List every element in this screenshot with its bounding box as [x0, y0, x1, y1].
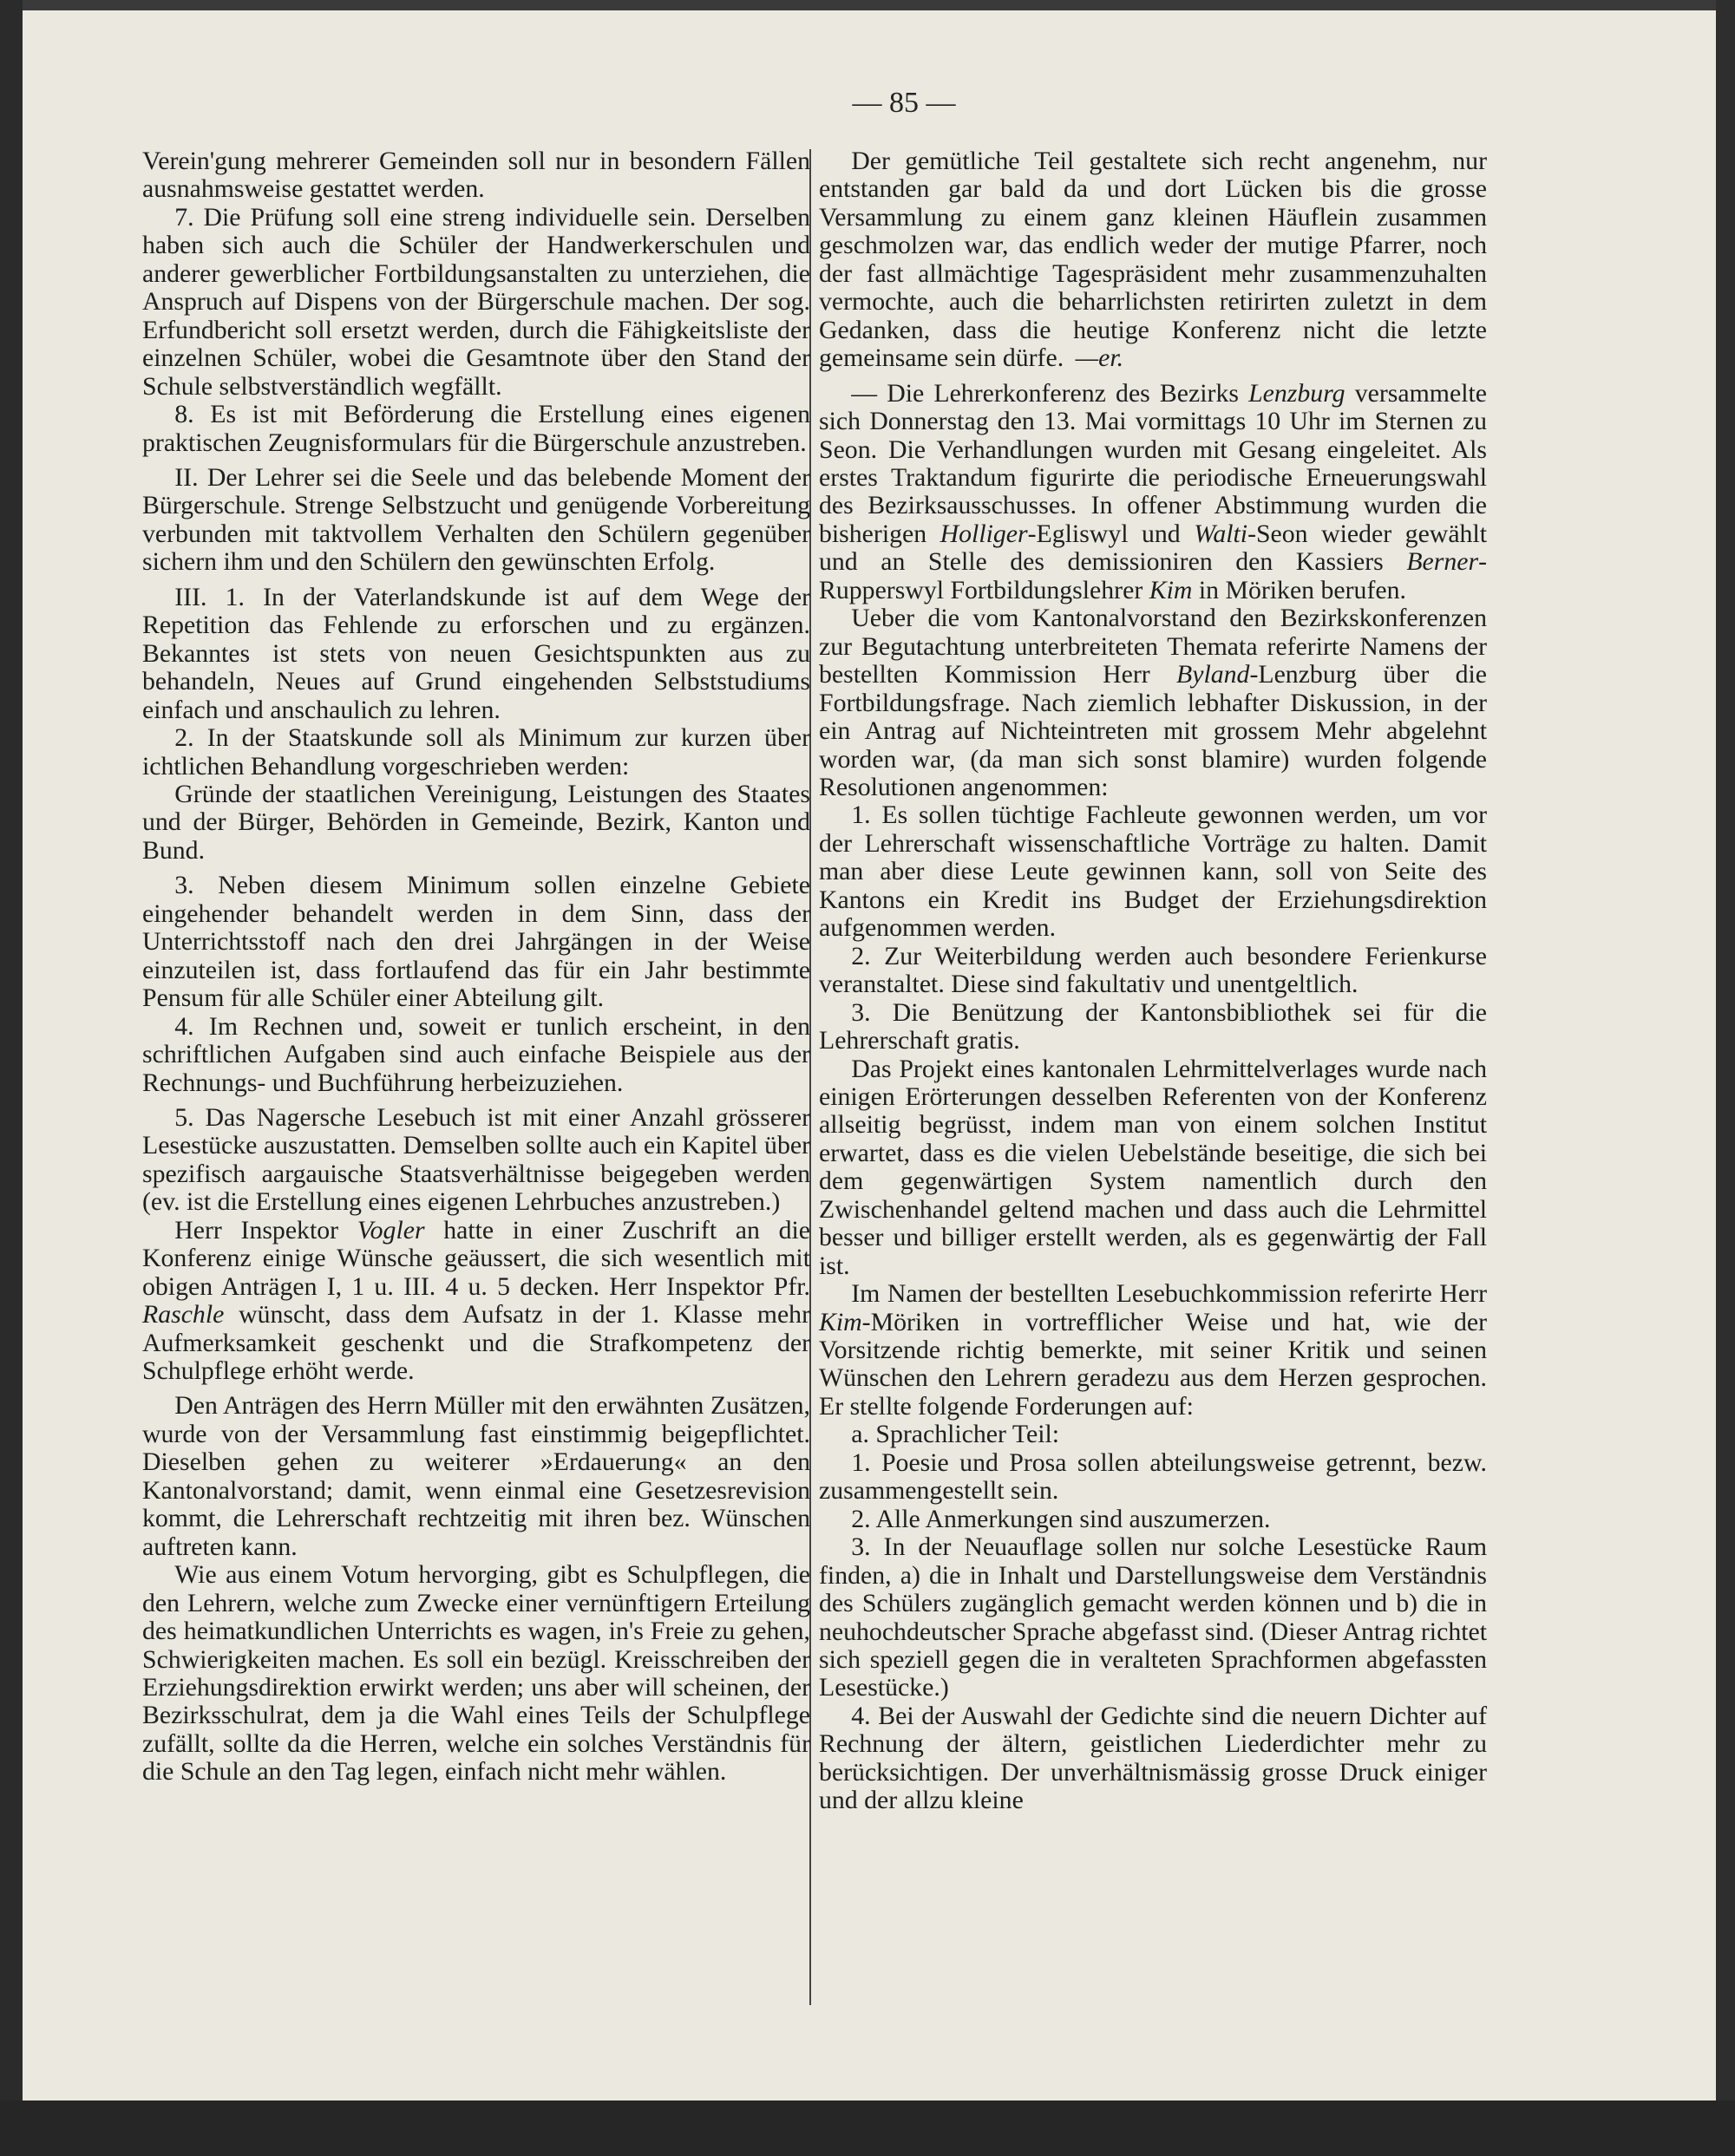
paragraph	[819, 147, 1487, 373]
person-name: Walti	[1194, 519, 1248, 548]
paragraph: 4. Im Rechnen und, soweit er tunlich erscheint, in den schriftlichen Aufgaben sind auch einfache Beispiele aus der Rechnungs- und Buchführung herbeizuziehen.	[142, 1011, 810, 1097]
paragraph: Verein'gung mehrerer Gemeinden soll nur in besondern Fällen ausnahmsweise gestattet werden.	[142, 147, 810, 204]
paragraph-vogler	[142, 1217, 810, 1386]
text-run: -Egliswyl und	[1027, 519, 1195, 548]
resolution-item: 1. Es sollen tüchtige Fachleute gewonnen werden, um vor der Lehrerschaft wissenschaftliche Vorträge zu halten. Damit man aber diese Leute gewinnen kann, soll von Seite des Kantons ein Kredit ins Budget der Erziehungsdirektion aufgenommen werden.	[819, 800, 1487, 943]
place-name: Lenzburg	[1248, 378, 1345, 408]
person-name: Raschle	[142, 1300, 225, 1330]
paragraph: 3. Neben diesem Minimum sollen einzelne Gebiete eingehender behandelt werden in dem Sinn, dass der Unterrichtsstoff nach den drei Jahrgängen in der Weise einzuteilen ist, dass fortlaufend das für ein Jahr bestimmte Pensum für alle Schüler einer Abteilung gilt.	[142, 871, 810, 1013]
paragraph: III. 1. In der Vaterlandskunde ist auf dem Wege der Repetition das Fehlende zu erforschen und zu ergänzen. Bekanntes ist stets von neuen Gesichtspunkten aus zu behandeln, Neues auf Grund eingehenden Selbststudiums einfach und anschaulich zu lehren.	[142, 582, 810, 724]
text-run: Herr Inspektor	[174, 1215, 357, 1245]
person-name: Kim	[819, 1307, 862, 1336]
text-run: -Möriken in vortrefflicher Weise und hat, wie der Vorsitzende richtig bemerkte, mit seiner Kritik und seinen Wünschen den Lehrern geradezu aus dem Herzen gesprochen. Er stellte folgende Forderungen auf:	[819, 1307, 1487, 1421]
demand-item: 4. Bei der Auswahl der Gedichte sind die neuern Dichter auf Rechnung der ältern, geistlichen Liederdichter mehr zu berücksichtigen. Der unverhältnismässig grosse Druck einiger und der allzu kleine	[819, 1701, 1487, 1815]
subheading: a. Sprachlicher Teil:	[851, 1420, 1060, 1449]
demand-item: 3. In der Neuauflage sollen nur solche Lesestücke Raum finden, a) die in Inhalt und Darstellungsweise dem Verständnis des Schülers zugänglich gemacht werden können und b) die in neuhochdeutscher Sprache abgefasst sind. (Dieser Antrag richtet sich speziell gegen die in veralteten Sprachformen abgefassten Lesestücke.)	[819, 1532, 1487, 1702]
text-run: wünscht, dass dem Aufsatz in der 1. Klasse mehr Aufmerksamkeit geschenkt und die Strafkompetenz der Schulpflege erhöht werde.	[142, 1300, 810, 1386]
paragraph-kim	[819, 1280, 1487, 1421]
paragraph: Gründe der staatlichen Vereinigung, Leistungen des Staates und der Bürger, Behörden in Gemeinde, Bezirk, Kanton und Bund.	[142, 779, 810, 865]
paragraph: 2. In der Staatskunde soll als Minimum zur kurzen über ichtlichen Behandlung vorgeschrieben werden:	[142, 723, 810, 781]
text-run: — Die Lehrerkonferenz des Bezirks	[851, 378, 1249, 408]
paragraph: 5. Das Nagersche Lesebuch ist mit einer Anzahl grösserer Lesestücke auszustatten. Demselben sollte auch ein Kapitel über spezifisch aargauische Staatsverhältnisse beigegeben werden (ev. ist die Erstellung eines eigenen Lehrbuches anzustreben.)	[142, 1102, 810, 1217]
demand-item: 1. Poesie und Prosa sollen abteilungsweise getrennt, bezw. zusammengestellt sein.	[819, 1447, 1487, 1506]
paragraph: 8. Es ist mit Beförderung die Erstellung eines eigenen praktischen Zeugnisformulars für die Bürgerschule anzustreben.	[142, 400, 810, 457]
paragraph-lenzburg	[819, 380, 1487, 605]
text-run: -Rupperswyl Fortbildungslehrer	[819, 547, 1487, 604]
page-number: — 85 —	[852, 87, 956, 119]
paragraph: Wie aus einem Votum hervorging, gibt es Schulpflegen, die den Lehrern, welche zum Zwecke einer vernünftigern Erteilung des heimatkundlichen Unterrichts es wagen, in's Freie zu gehen, Schwierigkeiten machen. Es soll ein bezügl. Kreisschreiben der Erziehungsdirektion erwirkt werden; uns aber will scheinen, der Bezirksschulrat, dem ja die Wahl eines Teils der Schulpflege zufällt, sollte da die Herren, welche ein solches Verständnis für die Schule an den Tag legen, einfach nicht mehr wählen.	[142, 1560, 810, 1787]
author-signature: —er.	[1075, 343, 1124, 373]
scan-border-right	[1716, 0, 1735, 2156]
paragraph: 7. Die Prüfung soll eine streng individuelle sein. Derselben haben sich auch die Schüler der Handwerkerschulen und anderer gewerblicher Fortbildungsanstalten zu unterziehen, die Anspruch auf Dispens von der Bürgerschule machen. Der sog. Erfundbericht soll ersetzt werden, durch die Fähigkeitsliste der einzelnen Schüler, wobei die Gesamtnote über den Stand der Schule selbstverständlich wegfällt.	[142, 202, 810, 401]
scan-border-left	[0, 0, 23, 2156]
resolution-item: 2. Zur Weiterbildung werden auch besondere Ferienkurse veranstaltet. Diese sind fakultativ und unentgeltlich.	[819, 941, 1487, 999]
text-run: -Lenzburg über die Fortbildungsfrage. Nach ziemlich lebhafter Diskussion, in der ein Antrag auf Nichteintreten mit grossem Mehr abgelehnt worden war, (da man sich sonst blamire) wurden folgende Resolutionen angenommen:	[819, 660, 1487, 801]
paragraph: Den Anträgen des Herrn Müller mit den erwähnten Zusätzen, wurde von der Versammlung fast einstimmig beigepflichtet. Dieselben gehen zu weiterer »Erdauerung« an den Kantonalvorstand; damit, wenn einmal eine Gesetzesrevision kommt, die Lehrerschaft rechtzeitig mit ihren bez. Wünschen auftreten kann.	[142, 1391, 810, 1561]
scan-border-bottom	[0, 2100, 1735, 2156]
text-run: Im Namen der bestellten Lesebuchkommission referirte Herr	[851, 1279, 1487, 1309]
person-name: Holliger	[940, 519, 1028, 548]
scan-border-top	[0, 0, 1735, 10]
resolution-item: 3. Die Benützung der Kantonsbibliothek sei für die Lehrerschaft gratis.	[819, 997, 1487, 1055]
paragraph: Das Projekt eines kantonalen Lehrmittelverlages wurde nach einigen Erörterungen desselben Referenten von der Konferenz allseitig begrüsst, indem man von einem solchen Institut erwartet, dass es die vielen Uebelstände beseitige, die sich bei dem gegenwärtigen System namentlich durch den Zwischenhandel geltend machen und dass auch die Lehrmittel besser und billiger erstellt werden, als es gegenwärtig der Fall ist.	[819, 1054, 1487, 1280]
scanned-page	[23, 10, 1716, 2100]
text-run: versammelte sich Donnerstag den 13. Mai vormittags 10 Uhr im Sternen zu Seon. Die Verhandlungen wurden mit Gesang eingeleitet. Als erstes Traktandum figurirte die periodische Erneuerungswahl des Bezirksausschusses. In offener Abstimmung wurden die bisherigen	[819, 378, 1487, 548]
person-name: Berner	[1406, 547, 1479, 577]
paragraph: II. Der Lehrer sei die Seele und das belebende Moment der Bürgerschule. Strenge Selbstzucht und genügende Vorbereitung verbunden mit taktvollem Verhalten den Schülern gegenüber sichern ihm und den Schülern den gewünschten Erfolg.	[142, 462, 810, 577]
text-run: -Seon wieder gewählt und an Stelle des demissioniren den Kassiers	[819, 519, 1487, 577]
demand-item: 2. Alle Anmerkungen sind auszumerzen.	[851, 1504, 1271, 1533]
person-name: Byland	[1176, 660, 1250, 689]
person-name: Kim	[1149, 575, 1193, 604]
left-column	[142, 147, 810, 1787]
text-run: Der gemütliche Teil gestaltete sich recht angenehm, nur entstanden gar bald da und dort Lücken bis die grosse Versammlung zu einem ganz kleinen Häuflein zusammen geschmolzen war, das endlich weder der mutige Pfarrer, noch der fast allmächtige Tagespräsident mehr zusammenzuhalten vermochte, auch die beharrlichsten retirirten zuletzt in dem Gedanken, dass die heutige Konferenz nicht die letzte gemeinsame sein dürfe.	[819, 147, 1487, 373]
right-column	[819, 147, 1487, 1815]
paragraph-byland	[819, 604, 1487, 801]
person-name: Vogler	[357, 1215, 425, 1245]
text-run: in Möriken berufen.	[1192, 575, 1406, 604]
text-run: Ueber die vom Kantonalvorstand den Bezirkskonferenzen zur Begutachtung unterbreiteten Themata referirte Namens der bestellten Kommission Herr	[819, 604, 1487, 689]
text-run: hatte in einer Zuschrift an die Konferenz einige Wünsche geäussert, die sich wesentlich mit obigen Anträgen I, 1 u. III. 4 u. 5 decken. Herr Inspektor Pfr.	[142, 1215, 811, 1301]
